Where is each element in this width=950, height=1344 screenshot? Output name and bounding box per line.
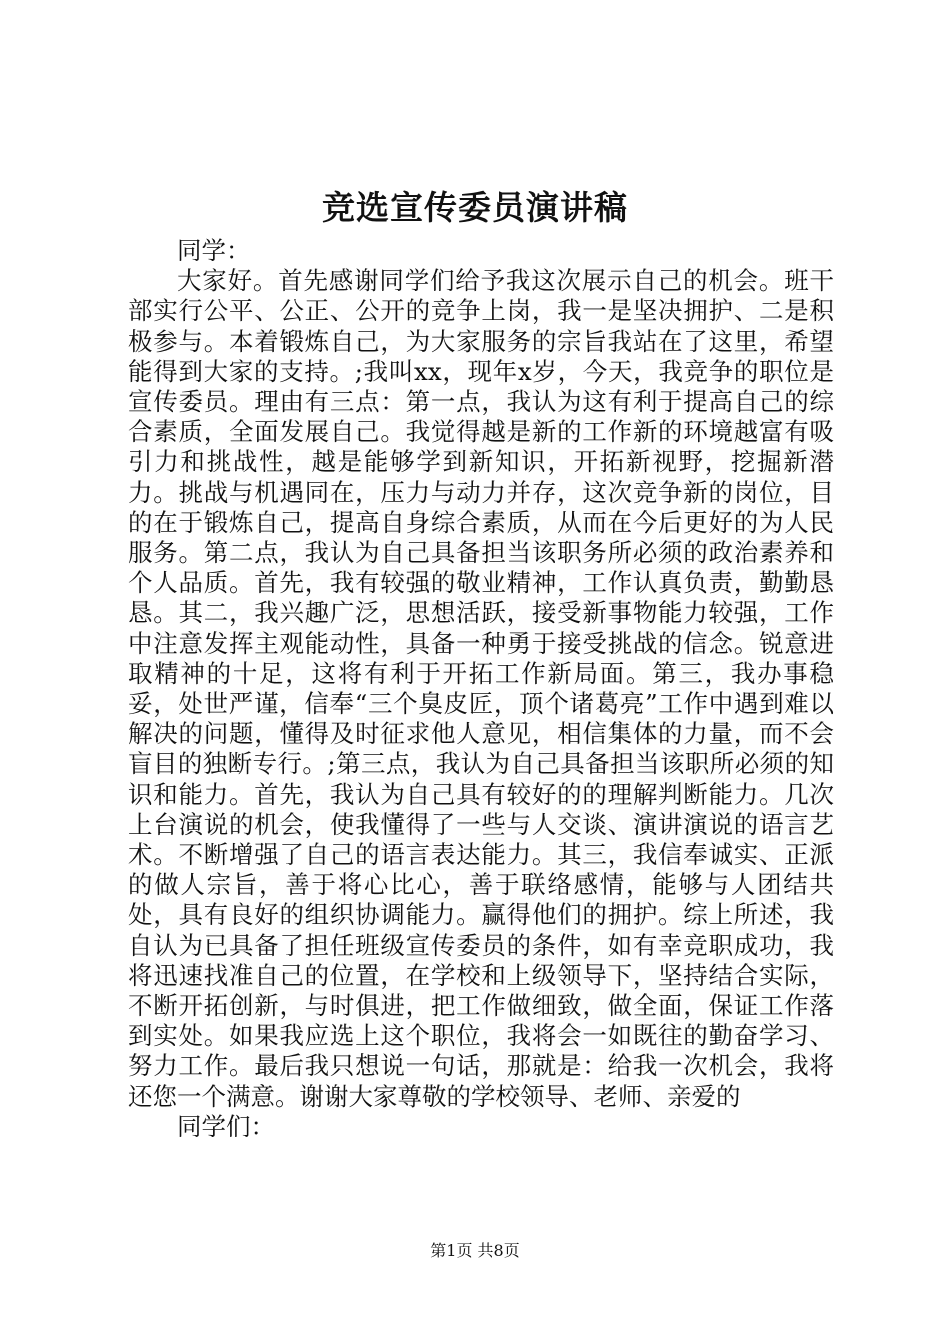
salutation: 同学： <box>177 236 251 265</box>
speech-text <box>128 236 834 1142</box>
page-footer: 第1页 共8页 <box>430 1241 520 1260</box>
body-paragraph: 大家好。首先感谢同学们给予我这次展示自己的机会。班干部实行公平、公正、公开的竞争上岗，我一是坚决拥护、二是积极参与。本着锻炼自己，为大家服务的宗旨我站在了这里，希望能得到大家的支持。;我叫xx，现年x岁，今天，我竞争的职位是宣传委员。理由有三点：第一点，我认为这有利于提高自己的综合素质，全面发展自己。我觉得越是新的工作新的环境越富有吸引力和挑战性，越是能够学到新知识，开拓新视野，挖掘新潜力。挑战与机遇同在，压力与动力并存，这次竞争新的岗位，目的在于锻炼自己，提高自身综合素质，从而在今后更好的为人民服务。第二点，我认为自己具备担当该职务所必须的政治素养和个人品质。首先，我有较强的敬业精神，工作认真负责，勤勤恳恳。其二，我兴趣广泛，思想活跃，接受新事物能力较强，工作中注意发挥主观能动性，具备一种勇于接受挑战的信念。锐意进取精神的十足，这将有利于开拓工作新局面。第三，我办事稳妥，处世严谨，信奉“三个臭皮匠，顶个诸葛亮”工作中遇到难以解决的问题，懂得及时征求他人意见，相信集体的力量，而不会盲目的独断专行。;第三点，我认为自己具备担当该职所必须的知识和能力。首先，我认为自己具有较好的的理解判断能力。几次上台演说的机会，使我懂得了一些与人交谈、演讲演说的语言艺术。不断增强了自己的语言表达能力。其三，我信奉诚实、正派的做人宗旨，善于将心比心，善于联络感情，能够与人团结共处，具有良好的组织协调能力。赢得他们的拥护。综上所述，我自认为已具备了担任班级宣传委员的条件，如有幸竞职成功，我将迅速找准自己的位置，在学校和上级领导下，坚持结合实际，不断开拓创新，与时俱进，把工作做细致，做全面，保证工作落到实处。如果我应选上这个职位，我将会一如既往的勤奋学习、努力工作。最后我只想说一句话，那就是：给我一次机会，我将还您一个满意。谢谢大家尊敬的学校领导、老师、亲爱的 <box>128 266 834 1111</box>
closing-salutation: 同学们： <box>177 1111 275 1141</box>
page-title: 竞选宣传委员演讲稿 <box>322 188 628 227</box>
